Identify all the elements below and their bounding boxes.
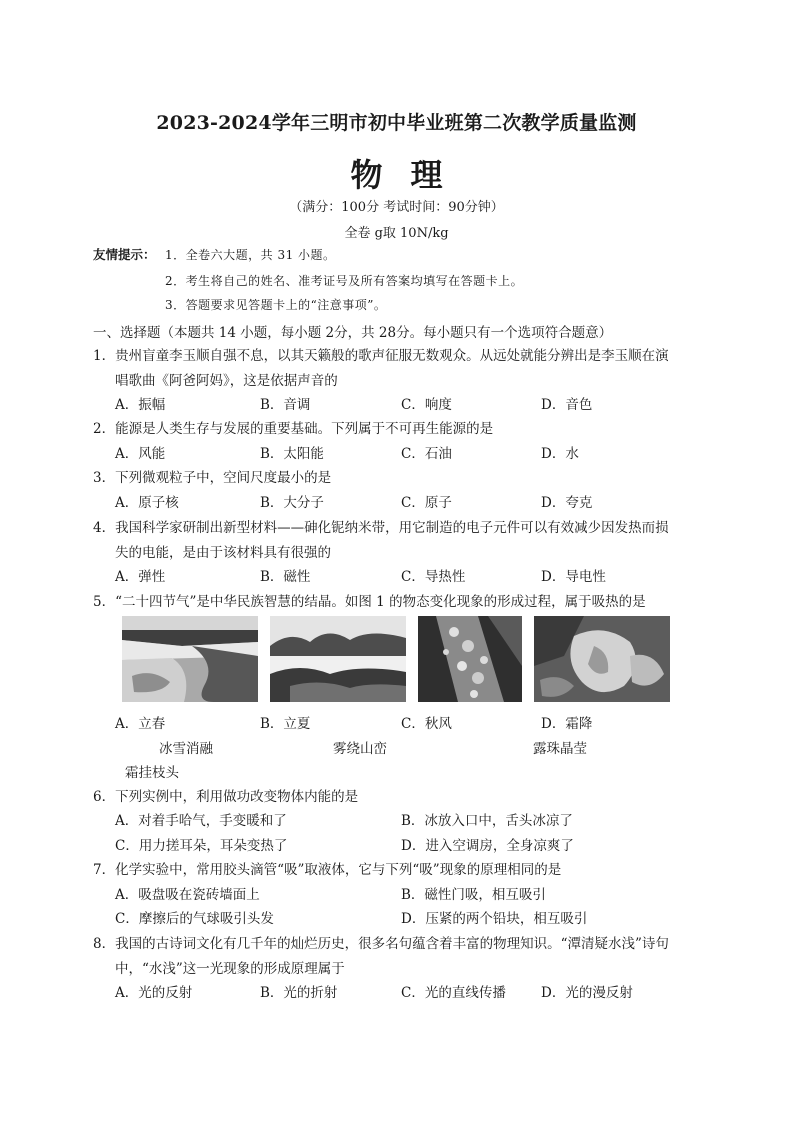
question-1-option-b: B．音调 [260,397,311,413]
question-7-option-b: B．磁性门吸，相互吸引 [401,887,546,903]
photo-fog-mountains [270,616,406,702]
section-heading: 一、选择题（本题共 14 小题，每小题 2分，共 28分。每小题只有一个选项符合题意） [93,325,613,341]
tips-label: 友情提示： [93,247,156,262]
question-7-stem: 7．化学实验中，常用胶头滴管“吸”取液体，它与下列“吸”现象的原理相同的是 [93,862,562,878]
exam-title: 2023-2024学年三明市初中毕业班第二次教学质量监测 [156,112,637,134]
question-5-option-d: D．霜降 [541,716,593,732]
question-4-option-c: C．导热性 [401,569,466,585]
question-4-option-b: B．磁性 [260,569,311,585]
question-2-option-d: D．水 [541,446,579,462]
question-4-stem-line-1: 4．我国科学家研制出新型材料——砷化铌纳米带，用它制造的电子元件可以有效减少因发热而损 [93,520,669,536]
question-1-option-c: C．响度 [401,397,452,413]
question-7-option-a: A．吸盘吸在瓷砖墙面上 [115,887,260,903]
question-7-option-d: D．压紧的两个铅块，相互吸引 [401,911,588,927]
question-3-option-c: C．原子 [401,495,452,511]
question-8-stem-line-2: 中，“水浅”这一光现象的形成原理属于 [115,961,345,977]
exam-info-gravity: 全卷 g取 10N/kg [344,226,449,241]
question-6-stem: 6．下列实例中，利用做功改变物体内能的是 [93,789,359,805]
question-5-caption-b: 雾绕山峦 [333,741,387,757]
question-8-option-b: B．光的折射 [260,985,338,1001]
exam-info-score-time: （满分：100分 考试时间：90分钟） [289,200,504,215]
question-8-option-d: D．光的漫反射 [541,985,633,1001]
question-5-caption-c: 露珠晶莹 [533,741,587,757]
question-3-option-d: D．夸克 [541,495,593,511]
question-1-stem-line-1: 1．贵州盲童李玉顺自强不息，以其天籁般的歌声征服无数观众。从远处就能分辨出是李玉顺在演 [93,348,669,364]
question-8-stem-line-1: 8．我国的古诗词文化有几千年的灿烂历史，很多名句蕴含着丰富的物理知识。“潭清疑水浅”诗句 [93,936,669,952]
question-6-option-a: A．对着手哈气，手变暖和了 [115,813,287,829]
question-5-stem: 5．“二十四节气”是中华民族智慧的结晶。如图 1 的物态变化现象的形成过程，属于吸热的是 [93,594,646,610]
question-7-option-c: C．摩擦后的气球吸引头发 [115,911,274,927]
question-2-stem: 2．能源是人类生存与发展的重要基础。下列属于不可再生能源的是 [93,421,494,437]
question-6-option-c: C．用力搓耳朵，耳朵变热了 [115,838,288,854]
tip-item-2: 2．考生将自己的姓名、准考证号及所有答案均填写在答题卡上。 [165,274,524,288]
question-5-caption-d: 霜挂枝头 [125,765,179,781]
question-6-option-d: D．进入空调房，全身凉爽了 [401,838,574,854]
question-1-option-d: D．音色 [541,397,593,413]
question-5-option-c: C．秋风 [401,716,452,732]
question-2-option-a: A．风能 [115,446,166,462]
question-1-stem-line-2: 唱歌曲《阿爸阿妈》，这是依据声音的 [115,373,338,389]
question-2-option-c: C．石油 [401,446,452,462]
tip-item-3: 3．答题要求见答题卡上的“注意事项”。 [165,298,387,312]
question-3-option-b: B．大分子 [260,495,324,511]
question-5-caption-a: 冰雪消融 [159,741,213,757]
question-8-option-c: C．光的直线传播 [401,985,506,1001]
question-5-option-a: A．立春 [115,716,166,732]
question-3-stem: 3．下列微观粒子中，空间尺度最小的是 [93,470,332,486]
question-4-option-d: D．导电性 [541,569,606,585]
question-8-option-a: A．光的反射 [115,985,193,1001]
question-2-option-b: B．太阳能 [260,446,324,462]
question-1-option-a: A．振幅 [115,397,166,413]
question-4-stem-line-2: 失的电能，是由于该材料具有很强的 [115,545,331,561]
photo-ice-melting [122,616,258,702]
question-6-option-b: B．冰放入口中，舌头冰凉了 [401,813,573,829]
tip-item-1: 1．全卷六大题，共 31 小题。 [165,248,336,262]
photo-frost-branch [534,616,670,702]
question-3-option-a: A．原子核 [115,495,179,511]
question-4-option-a: A．弹性 [115,569,166,585]
subject-title: 物理 [350,156,471,194]
question-5-option-b: B．立夏 [260,716,311,732]
